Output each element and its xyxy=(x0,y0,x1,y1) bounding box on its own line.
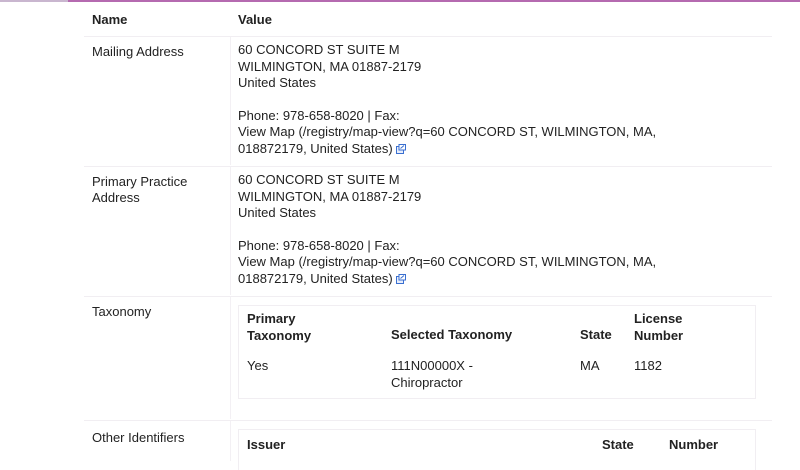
col-state: State xyxy=(602,437,634,452)
col-primary-taxonomy xyxy=(247,311,311,344)
col-number: Number xyxy=(669,437,719,452)
address-country: United States xyxy=(238,205,317,220)
address-line-2: WILMINGTON, MA 01887-2179 xyxy=(238,188,422,204)
other-identifiers-row xyxy=(84,420,772,461)
identifiers-table xyxy=(238,429,756,470)
column-header-value: Value xyxy=(238,12,272,27)
phone-fax: Phone: 978-658-8020 | Fax: xyxy=(238,237,400,253)
cell-selected-code: 111N00000X - xyxy=(391,358,473,373)
mailing-address-label: Mailing Address xyxy=(92,44,184,59)
view-map-link-line-2[interactable]: 018872179, United States) xyxy=(238,140,393,156)
column-divider xyxy=(230,297,231,419)
primary-practice-address-row xyxy=(84,166,772,295)
cell-primary: Yes xyxy=(247,358,269,373)
column-divider xyxy=(230,167,231,295)
address-line-2: WILMINGTON, MA 01887-2179 xyxy=(238,58,422,74)
primary-practice-address-label xyxy=(92,174,187,206)
col-selected-taxonomy: Selected Taxonomy xyxy=(391,327,513,342)
mailing-address-value xyxy=(238,42,758,157)
col-issuer: Issuer xyxy=(247,437,286,452)
view-map-link-line-1[interactable]: View Map (/registry/map-view?q=60 CONCORD ST, WILMINGTON, MA, xyxy=(238,254,657,269)
cell-selected-desc: Chiropractor xyxy=(391,374,463,390)
col-license-line-2: Number xyxy=(634,327,684,343)
col-primary-line-2: Taxonomy xyxy=(247,327,312,343)
external-link-icon[interactable] xyxy=(396,274,406,284)
cell-selected-taxonomy xyxy=(391,358,473,391)
other-identifiers-label: Other Identifiers xyxy=(92,430,185,445)
address-line-1: 60 CONCORD ST SUITE M xyxy=(238,42,400,57)
taxonomy-table xyxy=(238,305,756,399)
taxonomy-label: Taxonomy xyxy=(92,304,152,319)
primary-practice-address-value xyxy=(238,172,758,287)
column-divider xyxy=(230,421,231,461)
accent-segment-left xyxy=(0,0,68,2)
col-license-line-1: License xyxy=(634,311,683,326)
column-divider xyxy=(230,37,231,165)
view-map-link-line-2[interactable]: 018872179, United States) xyxy=(238,270,393,286)
col-license-number xyxy=(634,311,683,344)
col-state: State xyxy=(580,327,612,342)
cell-license-number: 1182 xyxy=(634,358,662,373)
view-map-link-line-1[interactable]: View Map (/registry/map-view?q=60 CONCORD ST, WILMINGTON, MA, xyxy=(238,124,657,139)
address-line-1: 60 CONCORD ST SUITE M xyxy=(238,172,400,187)
mailing-address-row xyxy=(84,36,772,165)
npi-details-table xyxy=(84,0,772,460)
label-line-1: Primary Practice xyxy=(92,174,188,189)
external-link-icon[interactable] xyxy=(396,144,406,154)
cell-state: MA xyxy=(580,358,600,373)
label-line-2: Address xyxy=(92,190,140,205)
address-country: United States xyxy=(238,75,317,90)
taxonomy-row xyxy=(84,296,772,419)
col-primary-line-1: Primary xyxy=(247,311,296,326)
phone-fax: Phone: 978-658-8020 | Fax: xyxy=(238,107,400,123)
column-header-name: Name xyxy=(92,12,128,27)
